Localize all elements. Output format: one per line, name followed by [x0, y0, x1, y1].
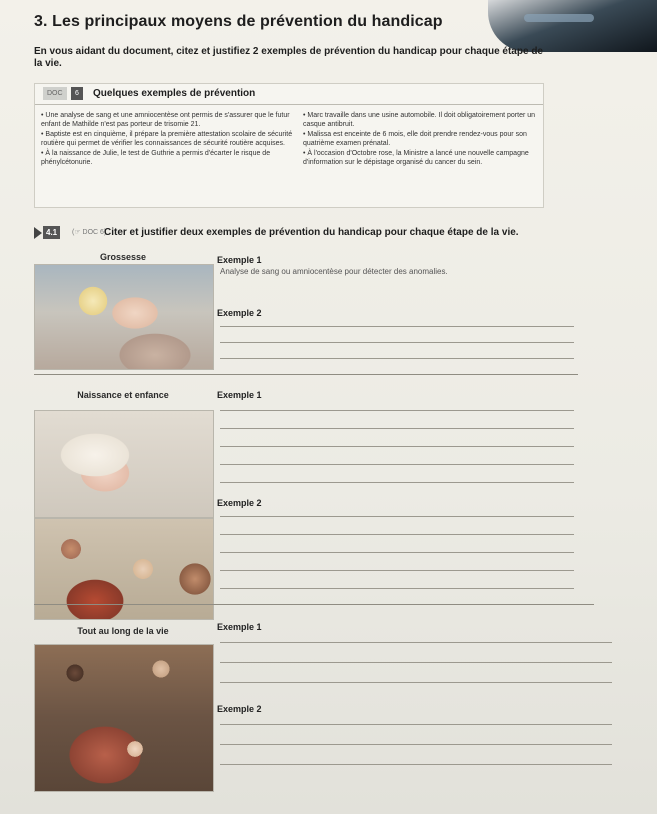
- doc-item: • Malissa est enceinte de 6 mois, elle doit prendre rendez-vous pour son quatrième examen prénatal.: [303, 130, 539, 148]
- baby-photo: [34, 410, 214, 518]
- answer-table: [34, 244, 632, 792]
- answer-line[interactable]: [220, 744, 612, 745]
- answer-line[interactable]: [220, 410, 574, 411]
- answer-line[interactable]: [220, 326, 574, 327]
- document-title: Quelques exemples de prévention: [93, 88, 256, 99]
- example-2-label: Exemple 2: [217, 498, 262, 508]
- answer-line[interactable]: [220, 570, 574, 571]
- answer-line[interactable]: [220, 552, 574, 553]
- answer-line[interactable]: [220, 446, 574, 447]
- section-divider: [34, 604, 594, 605]
- answer-line[interactable]: [220, 642, 612, 643]
- doc-badge: DOC: [43, 87, 67, 100]
- section-divider: [34, 374, 578, 375]
- section-label-grossesse: Grossesse: [99, 252, 147, 262]
- answer-line[interactable]: [220, 428, 574, 429]
- answer-line[interactable]: [220, 464, 574, 465]
- answer-line[interactable]: [220, 516, 574, 517]
- doc-item: • À l'occasion d'Octobre rose, la Ministre a lancé une nouvelle campagne d'information sur le dépistage organisé du cancer du sein.: [303, 149, 539, 167]
- answer-line[interactable]: [220, 662, 612, 663]
- answer-line[interactable]: [220, 534, 574, 535]
- example-1-label: Exemple 1: [217, 622, 262, 632]
- document-left-column: [41, 111, 293, 168]
- section-label-vie: Tout au long de la vie: [77, 626, 169, 636]
- document-box: [34, 83, 544, 208]
- exercise-question: Citer et justifier deux exemples de prévention du handicap pour chaque étape de la vie.: [104, 227, 519, 238]
- section-label-naissance: Naissance et enfance: [77, 390, 169, 400]
- decorative-corner: [488, 0, 657, 52]
- doc-item: • Une analyse de sang et une amniocentèse ont permis de s'assurer que le futur enfant de Mathilde n'est pas porteur de trisomie 21.: [41, 111, 293, 129]
- example-2-label: Exemple 2: [217, 308, 262, 318]
- doc-number: 6: [71, 87, 83, 100]
- exercise-header: [34, 226, 574, 240]
- answer-line[interactable]: [220, 724, 612, 725]
- answer-line[interactable]: [220, 342, 574, 343]
- answer-line[interactable]: [220, 764, 612, 765]
- answer-line[interactable]: [220, 588, 574, 589]
- family-photo: [34, 644, 214, 792]
- instruction-text: En vous aidant du document, citez et justifiez 2 exemples de prévention du handicap pour chaque étape de la vie.: [34, 46, 543, 69]
- doc-item: • Marc travaille dans une usine automobile. Il doit obligatoirement porter un casque antibruit.: [303, 111, 539, 129]
- section-title: 3. Les principaux moyens de prévention du handicap: [34, 13, 443, 30]
- doc-item: • À la naissance de Julie, le test de Guthrie a permis d'écarter le risque de phénylcétonurie.: [41, 149, 293, 167]
- exercise-doc-reference: (☞ DOC 6): [72, 229, 107, 236]
- answer-line[interactable]: [220, 682, 612, 683]
- example-1-label: Exemple 1: [217, 255, 262, 265]
- answer-line[interactable]: [220, 358, 574, 359]
- doc-item: • Baptiste est en cinquième, il prépare la première attestation scolaire de sécurité routière qui permet de vérifier les connaissances de sécurité routière acquises.: [41, 130, 293, 148]
- document-right-column: [303, 111, 539, 168]
- exercise-arrow-icon: [34, 227, 42, 239]
- pregnancy-photo: [34, 264, 214, 370]
- example-1-answer: Analyse de sang ou amniocentèse pour détecter des anomalies.: [220, 267, 448, 276]
- answer-line[interactable]: [220, 482, 574, 483]
- example-1-label: Exemple 1: [217, 390, 262, 400]
- example-2-label: Exemple 2: [217, 704, 262, 714]
- exercise-number: 4.1: [43, 226, 60, 239]
- document-header: [35, 84, 543, 105]
